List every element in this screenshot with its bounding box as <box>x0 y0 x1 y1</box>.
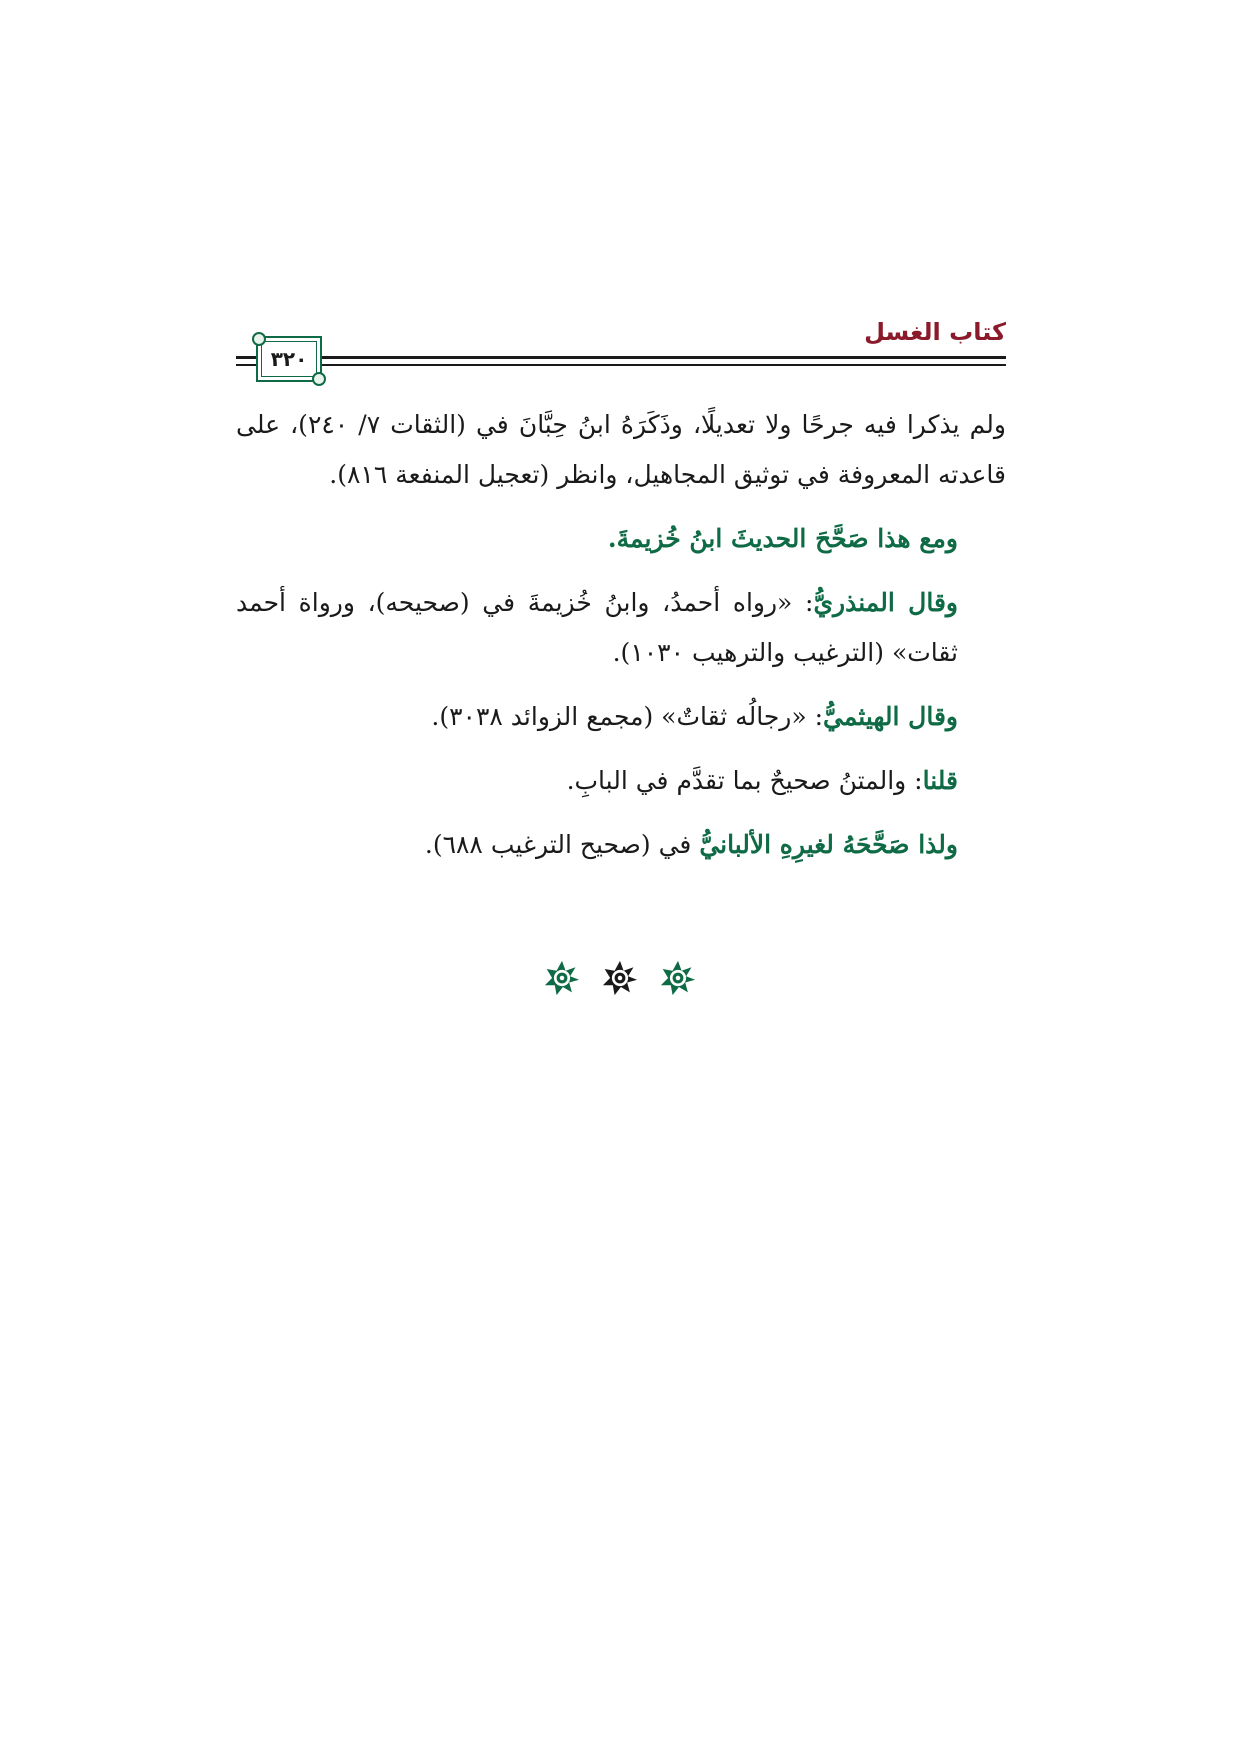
paragraph-3-text: : «رواه أحمدُ، وابنُ خُزيمةَ في (صحيحه)، ورواة أحمد ثقات» (الترغيب والترهيب ١٠٣٠). <box>236 588 958 667</box>
paragraph-1-text: ولم يذكرا فيه جرحًا ولا تعديلًا، وذَكَرَهُ ابنُ حِبَّانَ في (الثقات ٧/ ٢٤٠)، على قاعدته المعروفة في توثيق المجاهيل، وانظر (تعجيل المنفعة ٨١٦). <box>236 410 1006 489</box>
header-rule <box>236 356 1006 359</box>
page-number: ٣٢٠ <box>270 347 308 371</box>
paragraph-2 <box>236 514 1006 564</box>
page-number-frame <box>256 336 322 382</box>
paragraph-4-text: : «رجالُه ثقاتٌ» (مجمع الزوائد ٣٠٣٨). <box>431 702 824 731</box>
paragraph-6-lead: ولذا صَحَّحَهُ لغيرِهِ الألبانيُّ <box>699 830 958 859</box>
paragraph-2-lead: ومع هذا صَحَّحَ الحديثَ ابنُ خُزيمةَ. <box>607 524 958 553</box>
page-header <box>236 318 1006 390</box>
paragraph-5-text: : والمتنُ صحيحٌ بما تقدَّم في البابِ. <box>566 766 923 795</box>
chapter-title: كتاب الغسل <box>864 318 1006 346</box>
paragraph-6-text: في (صحيح الترغيب ٦٨٨). <box>424 830 700 859</box>
paragraph-6 <box>236 820 1006 870</box>
section-end-ornaments <box>0 960 1240 996</box>
page-body <box>236 400 1006 870</box>
star-ornament-green-icon <box>544 960 580 996</box>
paragraph-5 <box>236 756 1006 806</box>
paragraph-4 <box>236 692 1006 742</box>
paragraph-3 <box>236 578 1006 678</box>
star-ornament-black-icon <box>602 960 638 996</box>
paragraph-3-lead: وقال المنذريُّ <box>813 588 958 617</box>
star-ornament-green-icon <box>660 960 696 996</box>
paragraph-1 <box>236 400 1006 500</box>
paragraph-4-lead: وقال الهيثميُّ <box>823 702 958 731</box>
header-rule-thin <box>236 364 1006 366</box>
paragraph-5-lead: قلنا <box>922 766 958 795</box>
